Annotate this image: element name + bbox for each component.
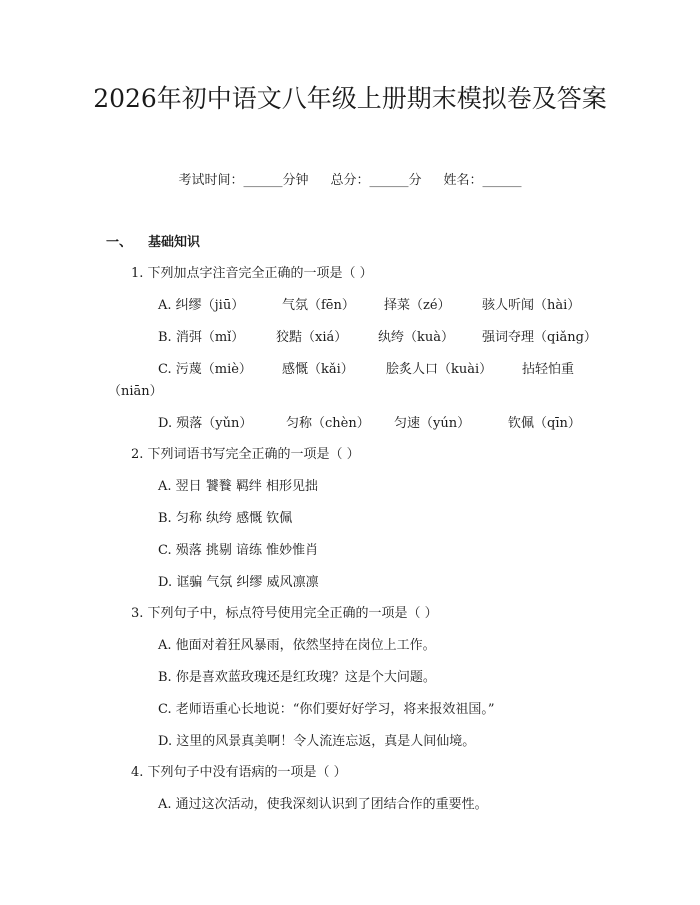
question-1-option-d: [158, 412, 581, 431]
option-d-item-1: D. 殒落（yǔn）: [158, 416, 253, 431]
question-2-option-d: D. 诓骗 气氛 纠缪 威风凛凛: [158, 575, 319, 590]
option-d-item-2: 匀称（chèn）: [286, 416, 370, 431]
exam-time: 考试时间：______分钟: [178, 173, 309, 188]
option-a-item-3: 择菜（zé）: [384, 298, 451, 313]
question-2-option-a: A. 翌日 饕餮 羁绊 相形见拙: [158, 479, 319, 494]
option-d-item-3: 匀速（yún）: [394, 416, 471, 431]
question-1-option-a: [158, 294, 580, 313]
question-4-stem: 4. 下列句子中没有语病的一项是（ ）: [131, 765, 347, 780]
question-3-option-c: C. 老师语重心长地说：“你们要好好学习，将来报效祖国。”: [158, 702, 495, 717]
question-1-option-b: [158, 326, 597, 345]
student-name: 姓名：______: [443, 173, 522, 188]
section-number: 一、: [106, 235, 133, 250]
option-b-item-2: 狡黠（xiá）: [276, 330, 348, 345]
option-c-item-3: 脍炙人口（kuài）: [386, 362, 493, 377]
question-3-stem: 3. 下列句子中，标点符号使用完全正确的一项是（ ）: [131, 606, 438, 621]
option-b-item-4: 强词夺理（qiǎng）: [482, 330, 597, 345]
option-c-item-4: 拈轻怕重: [522, 362, 575, 377]
option-c-item-1: C. 污蔑（miè）: [158, 362, 252, 377]
question-3-option-d: D. 这里的风景真美啊！令人流连忘返，真是人间仙境。: [158, 734, 476, 749]
section-heading: [106, 231, 200, 250]
option-d-item-4: 钦佩（qīn）: [508, 416, 581, 431]
option-b-item-3: 纨绔（kuà）: [378, 330, 455, 345]
document-title: 2026年初中语文八年级上册期末模拟卷及答案: [93, 84, 607, 113]
option-a-item-2: 气氛（fēn）: [282, 298, 355, 313]
question-4-option-a: A. 通过这次活动，使我深刻认识到了团结合作的重要性。: [158, 797, 488, 812]
option-a-item-4: 骇人听闻（hài）: [482, 298, 581, 313]
question-3-option-a: A. 他面对着狂风暴雨，依然坚持在岗位上工作。: [158, 638, 436, 653]
question-2-option-b: B. 匀称 纨绔 感慨 钦佩: [158, 511, 293, 526]
question-3-option-b: B. 你是喜欢蓝玫瑰还是红玫瑰？这是个大问题。: [158, 670, 436, 685]
question-2-option-c: C. 殒落 挑剔 谙练 惟妙惟肖: [158, 543, 319, 558]
exam-info-line: [0, 169, 700, 188]
question-1-option-c-wrap: （niān）: [108, 384, 163, 399]
section-title: 基础知识: [148, 235, 201, 250]
total-score: 总分：______分: [330, 173, 422, 188]
option-b-item-1: B. 消弭（mǐ）: [158, 330, 245, 345]
question-1-option-c: [158, 358, 574, 377]
question-2-stem: 2. 下列词语书写完全正确的一项是（ ）: [131, 447, 360, 462]
option-a-item-1: A. 纠缪（jiū）: [158, 298, 245, 313]
option-c-item-2: 感慨（kǎi）: [282, 362, 354, 377]
question-1-stem: 1. 下列加点字注音完全正确的一项是（ ）: [131, 266, 373, 281]
